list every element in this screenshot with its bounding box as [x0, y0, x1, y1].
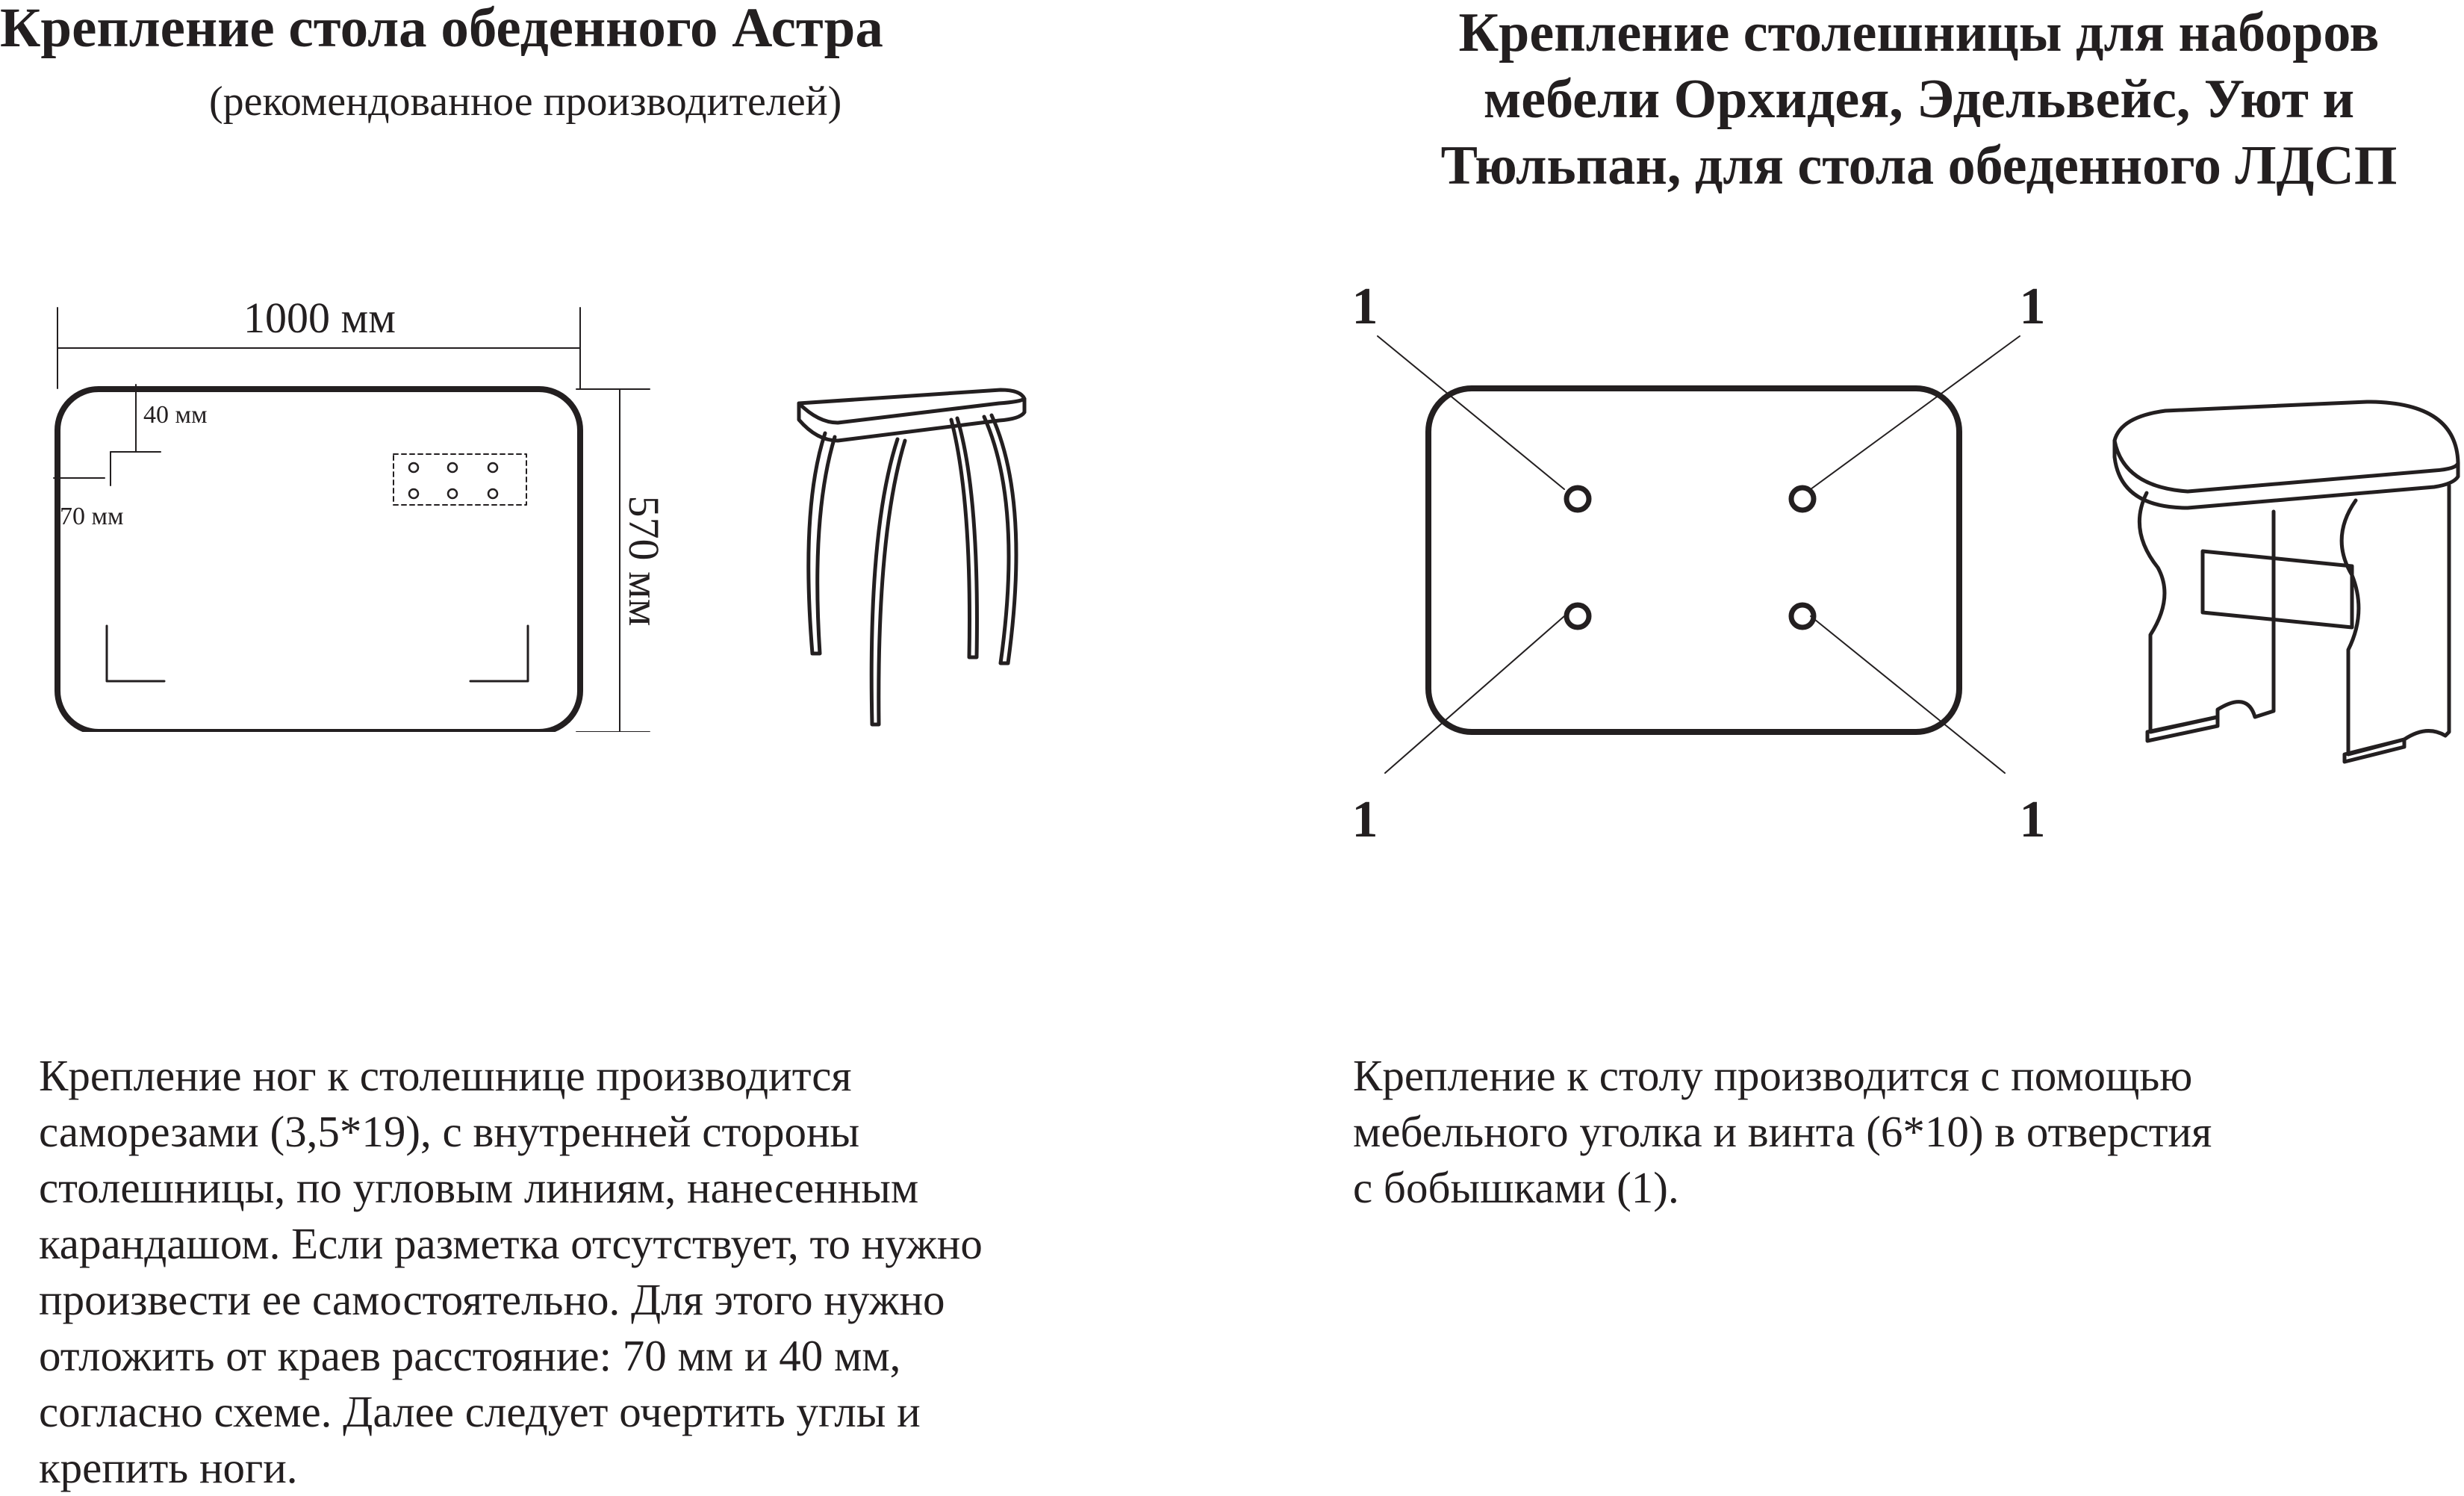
astra-table-illustration — [784, 373, 1127, 739]
right-title — [1374, 0, 2464, 199]
boss-hole — [1567, 605, 1589, 627]
paragraph-line: крепить ноги. — [39, 1443, 298, 1492]
hole — [409, 463, 418, 472]
callout-leader — [1385, 616, 1564, 773]
callout-label: 1 — [1351, 791, 1378, 848]
left-instructions — [39, 1048, 983, 1496]
callout-leader — [1811, 616, 2005, 773]
dim-width-label: 1000 мм — [243, 294, 396, 342]
dim-70-label: 70 мм — [60, 503, 124, 530]
left-subtitle: (рекомендованное производителей) — [209, 78, 842, 125]
right-instructions — [1353, 1048, 2212, 1216]
paragraph-line: согласно схеме. Далее следует очертить углы и — [39, 1387, 921, 1436]
paragraph-line: с бобышками (1). — [1353, 1163, 1679, 1212]
callout-label: 1 — [2019, 278, 2046, 335]
paragraph-line: столешницы, по угловым линиям, нанесенным — [39, 1163, 919, 1212]
right-title-line: Крепление столешницы для наборов — [1458, 2, 2380, 63]
hole — [488, 463, 497, 472]
left-title: Крепление стола обеденного Астра — [0, 0, 883, 59]
hole — [448, 489, 457, 498]
callout-label: 1 — [1351, 278, 1378, 335]
right-title-line: Тюльпан, для стола обеденного ЛДСП — [1440, 135, 2398, 196]
paragraph-line: отложить от краев расстояние: 70 мм и 40 мм, — [39, 1331, 901, 1380]
ldsp-tabletop-diagram — [1329, 269, 2076, 866]
dim-height-label: 570 мм — [620, 495, 668, 627]
hole — [448, 463, 457, 472]
paragraph-line: мебельного уголка и винта (6*10) в отверстия — [1353, 1107, 2212, 1156]
paragraph-line: произвести ее самостоятельно. Для этого нужно — [39, 1275, 945, 1324]
corner-mark-bottom-left — [107, 626, 164, 681]
boss-hole — [1791, 488, 1814, 510]
callout-leader — [1378, 336, 1564, 489]
hole — [409, 489, 418, 498]
hole — [488, 489, 497, 498]
paragraph-line: Крепление к столу производится с помощью — [1353, 1051, 2193, 1100]
corner-mark-bottom-right — [470, 626, 528, 681]
callout-label: 1 — [2019, 791, 2046, 848]
ldsp-table-illustration — [2106, 388, 2464, 807]
paragraph-line: карандашом. Если разметка отсутствует, то нужно — [39, 1219, 983, 1268]
paragraph-line: Крепление ног к столешнице производится — [39, 1051, 852, 1100]
astra-tabletop-diagram — [0, 284, 672, 732]
ldsp-tabletop-outline — [1428, 388, 1959, 732]
callout-leader — [1811, 336, 2020, 489]
right-title-line: мебели Орхидея, Эдельвейс, Уют и — [1483, 69, 2355, 130]
dim-40-label: 40 мм — [143, 401, 208, 429]
paragraph-line: саморезами (3,5*19), с внутренней стороны — [39, 1107, 860, 1156]
boss-hole — [1567, 488, 1589, 510]
